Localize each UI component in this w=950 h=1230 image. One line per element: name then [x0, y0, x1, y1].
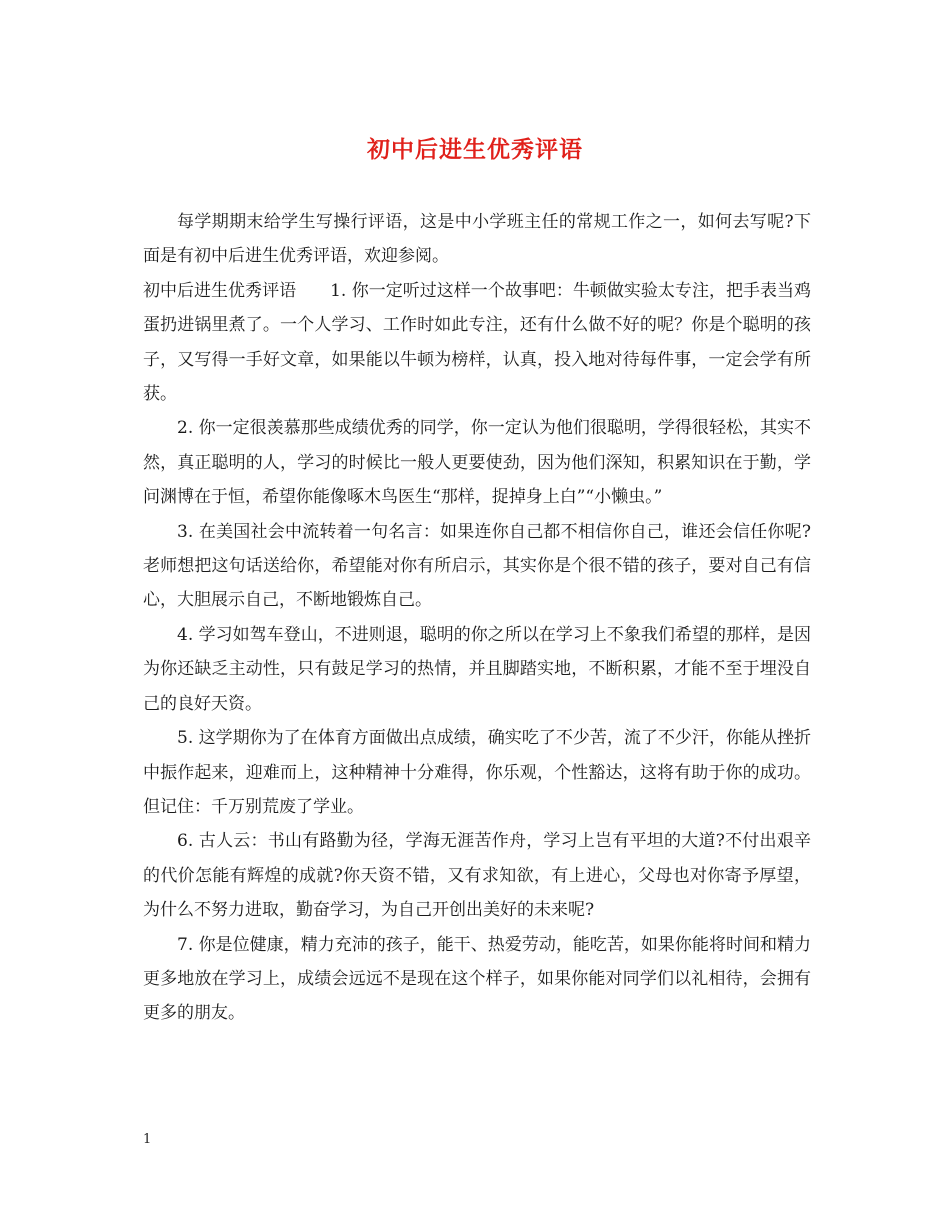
comment-paragraph-3: 3. 在美国社会中流转着一句名言：如果连你自己都不相信你自己，谁还会信任你呢?老师想把这句话送给你，希望能对你有所启示，其实你是个很不错的孩子，要对自己有信心，大胆展示自己，不断地锻炼自己。	[143, 521, 811, 611]
comment-paragraph-1: 初中后进生优秀评语 1. 你一定听过这样一个故事吧：牛顿做实验太专注，把手表当鸡蛋扔进锅里煮了。一个人学习、工作时如此专注，还有什么做不好的呢？你是个聪明的孩子，又写得一手好文章，如果能以牛顿为榜样，认真，投入地对待每件事，一定会学有所获。	[143, 280, 811, 405]
page-title: 初中后进生优秀评语	[367, 136, 583, 163]
comment-paragraph-6: 6. 古人云：书山有路勤为径，学海无涯苦作舟，学习上岂有平坦的大道?不付出艰辛的代价怎能有辉煌的成就?你天资不错，又有求知欲，有上进心，父母也对你寄予厚望，为什么不努力进取，勤奋学习，为自己开创出美好的未来呢?	[143, 831, 811, 921]
comment-paragraph-4: 4. 学习如驾车登山，不进则退，聪明的你之所以在学习上不象我们希望的那样，是因为你还缺乏主动性，只有鼓足学习的热情，并且脚踏实地，不断积累，才能不至于埋没自己的良好天资。	[143, 624, 811, 714]
comment-paragraph-2: 2. 你一定很羡慕那些成绩优秀的同学，你一定认为他们很聪明，学得很轻松，其实不然，真正聪明的人，学习的时候比一般人更要使劲，因为他们深知，积累知识在于勤，学问渊博在于恒，希望你能像啄木鸟医生“那样，捉掉身上白”“小懒虫。”	[143, 418, 811, 508]
document-body	[143, 205, 811, 1031]
page-number: 1	[143, 1132, 152, 1147]
comment-paragraph-7: 7. 你是位健康，精力充沛的孩子，能干、热爱劳动，能吃苦，如果你能将时间和精力更多地放在学习上，成绩会远远不是现在这个样子，如果你能对同学们以礼相待，会拥有更多的朋友。	[143, 934, 811, 1024]
intro-paragraph: 每学期期末给学生写操行评语，这是中小学班主任的常规工作之一，如何去写呢?下面是有初中后进生优秀评语，欢迎参阅。	[143, 212, 811, 267]
comment-paragraph-5: 5. 这学期你为了在体育方面做出点成绩，确实吃了不少苦，流了不少汗，你能从挫折中振作起来，迎难而上，这种精神十分难得，你乐观，个性豁达，这将有助于你的成功。但记住：千万别荒废了学业。	[143, 728, 811, 817]
